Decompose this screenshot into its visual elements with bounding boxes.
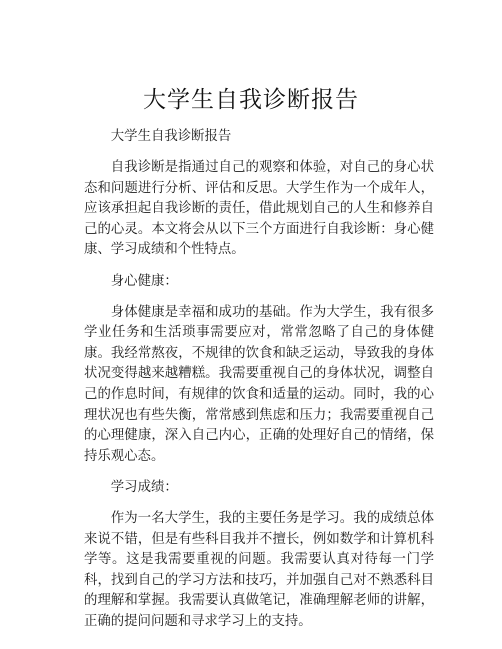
study-paragraph: 作为一名大学生，我的主要任务是学习。我的成绩总体来说不错，但是有些科目我并不擅长，例如数学和计算机科学等。这是我需要重视的问题。我需要认真对待每一门学科，找到自己的学习方法和技巧，并加强自己对不熟悉科目的理解和掌握。我需要认真做笔记，准确理解老师的讲解，正确的提问问题和寻求学习上的支持。 bbox=[84, 511, 434, 629]
health-paragraph: 身体健康是幸福和成功的基础。作为大学生，我有很多学业任务和生活琐事需要应对，常常忽略了自己的身体健康。我经常熬夜，不规律的饮食和缺乏运动，导致我的身体状况变得越来越糟糕。我需要重视自己的身体状况，调整自己的作息时间，有规律的饮食和适量的运动。同时，我的心理状况也有些失衡，常常感到焦虑和压力；我需要重视自己的心理健康，深入自己内心，正确的处理好自己的情绪，保持乐观心态。 bbox=[84, 304, 434, 464]
section-heading-health: 身心健康： bbox=[110, 273, 178, 289]
subtitle-paragraph: 大学生自我诊断报告 bbox=[110, 129, 232, 144]
intro-paragraph: 自我诊断是指通过自己的观察和体验，对自己的身心状态和问题进行分析、评估和反思。大学生作为一个成年人，应该承担起自我诊断的责任，借此规划自己的人生和修养自己的心灵。本文将会从以下三个方面进行自我诊断：身心健康、学习成绩和个性特点。 bbox=[84, 160, 434, 258]
document-title: 大学生自我诊断报告 bbox=[143, 87, 359, 113]
document-body bbox=[84, 127, 434, 643]
section-heading-study: 学习成绩： bbox=[110, 479, 178, 495]
